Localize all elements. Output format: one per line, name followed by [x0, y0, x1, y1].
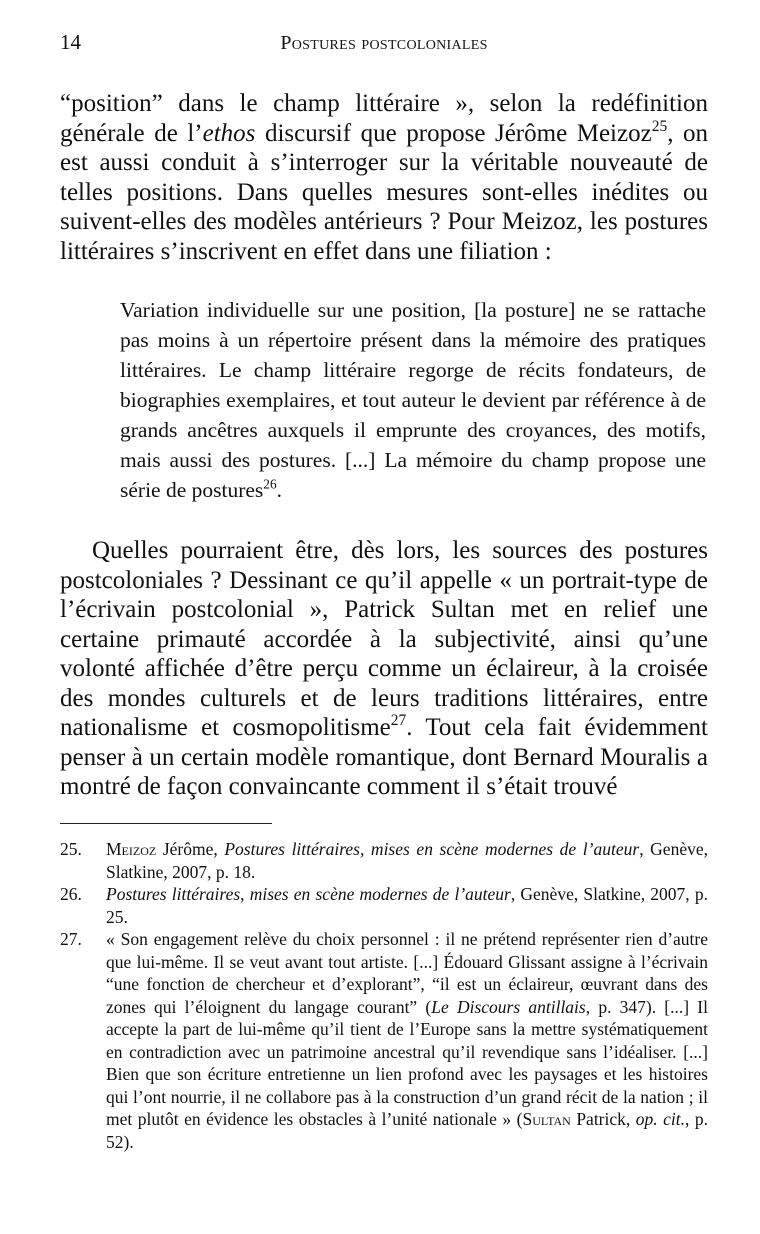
footnote-author: Meizoz [106, 839, 157, 859]
footnote-title: Postures littéraires, mises en scène modernes de l’auteur [224, 839, 640, 859]
page-number: 14 [60, 30, 81, 54]
footnote-title: Postures littéraires, mises en scène modernes de l’auteur [106, 884, 511, 904]
footnote-divider [60, 823, 272, 824]
paragraph-2-part-a: Quelles pourraient être, dès lors, les sources des postures postcoloniales ? Dessinant ce qu’il appelle « un portrait-type de l’écrivain postcolonial », Patrick Sultan met en relief une certaine primauté accordée à la subjectivité, ainsi qu’une volonté affichée d’être perçu comme un éclaireur, à la croisée des mondes culturels et de leurs traditions littéraires, entre nationalisme et cosmopolitisme [60, 537, 708, 741]
footnote-25 [60, 838, 708, 883]
footnote-text-c: Patrick, [570, 1109, 636, 1129]
paragraph-2-part-b: . Tout cela fait évidemment penser à un certain modèle romantique, dont Bernard Mouralis a montré de façon convaincante comment il s’était trouvé [60, 714, 708, 800]
footnote-text-b: , p. 347). [...] Il accepte la part de lui-même qu’il tient de l’Europe sans la mettre systématiquement en contradiction avec un patrimoine ancestral qu’il revendique sans l’idéaliser. [...] Bien que son écriture entretienne un lien profond avec les paysages et les histoires qui l’ont nourrie, il ne collabore pas à la construction d’un grand récit de la nation ; il met plutôt en évidence les obstacles à l’unité nationale » ( [106, 996, 708, 1129]
footnotes [60, 838, 708, 1153]
footnote-author: Sultan [522, 1109, 571, 1129]
footnote-number: 26. [60, 884, 82, 904]
block-quote-text: Variation individuelle sur une position, [la posture] ne se rattache pas moins à un répertoire présent dans la mémoire des pratiques littéraires. Le champ littéraire regorge de récits fondateurs, de biographies exemplaires, et tout auteur le devient par référence à de grands ancêtres auxquels il emprunte des croyances, des motifs, mais aussi des postures. [...] La mémoire du champ propose une série de postures [120, 298, 706, 502]
footnote-number: 25. [60, 839, 82, 859]
footnote-26 [60, 883, 708, 928]
paragraph-1-part-b: discursif que propose Jérôme Meizoz [255, 119, 652, 147]
block-quote-end: . [276, 478, 282, 502]
footnote-author-rest: Jérôme, [156, 839, 225, 859]
footnote-27 [60, 928, 708, 1153]
paragraph-1 [60, 89, 708, 266]
footnote-rest: , Genève, Slatkine, 2007, p. 25. [106, 884, 708, 927]
footnote-ref-26[interactable]: 26 [263, 476, 277, 492]
running-head [60, 32, 708, 55]
footnote-rest: , Genève, Slatkine, 2007, p. 18. [106, 839, 708, 882]
footnote-text-d: , p. 52). [106, 1109, 709, 1152]
ethos-term: ethos [202, 119, 256, 147]
footnote-text-a: « Son engagement relève du choix personnel : il ne prétend représenter rien d’autre que lui-même. Il se veut avant tout artiste. [...] Édouard Glissant assigne à l’écrivain “une fonction de chercheur et d’explorant”, “il est un éclaireur, œuvrant dans des zones qui l’éloignent du langage courant” ( [106, 929, 708, 1017]
footnote-ref-27[interactable]: 27 [390, 711, 407, 729]
paragraph-1-part-a: “position” dans le champ littéraire », selon la redéfinition générale de l’ [60, 90, 708, 147]
footnote-opcit: op. cit. [635, 1109, 686, 1129]
footnote-number: 27. [60, 929, 82, 949]
running-head-text: Postures postcoloniales [280, 32, 488, 54]
page-header [60, 30, 708, 64]
block-quote [120, 295, 706, 505]
footnote-title: Le Discours antillais [431, 996, 586, 1017]
paragraph-2 [60, 536, 708, 802]
paragraph-1-part-c: , on est aussi conduit à s’interroger sur la véritable nouveauté de telles positions. Dans quelles mesures sont-elles inédites ou suivent-elles des modèles antérieurs ? Pour Meizoz, les postures littéraires s’inscrivent en effet dans une filiation : [60, 119, 709, 265]
footnote-ref-25[interactable]: 25 [651, 117, 668, 135]
